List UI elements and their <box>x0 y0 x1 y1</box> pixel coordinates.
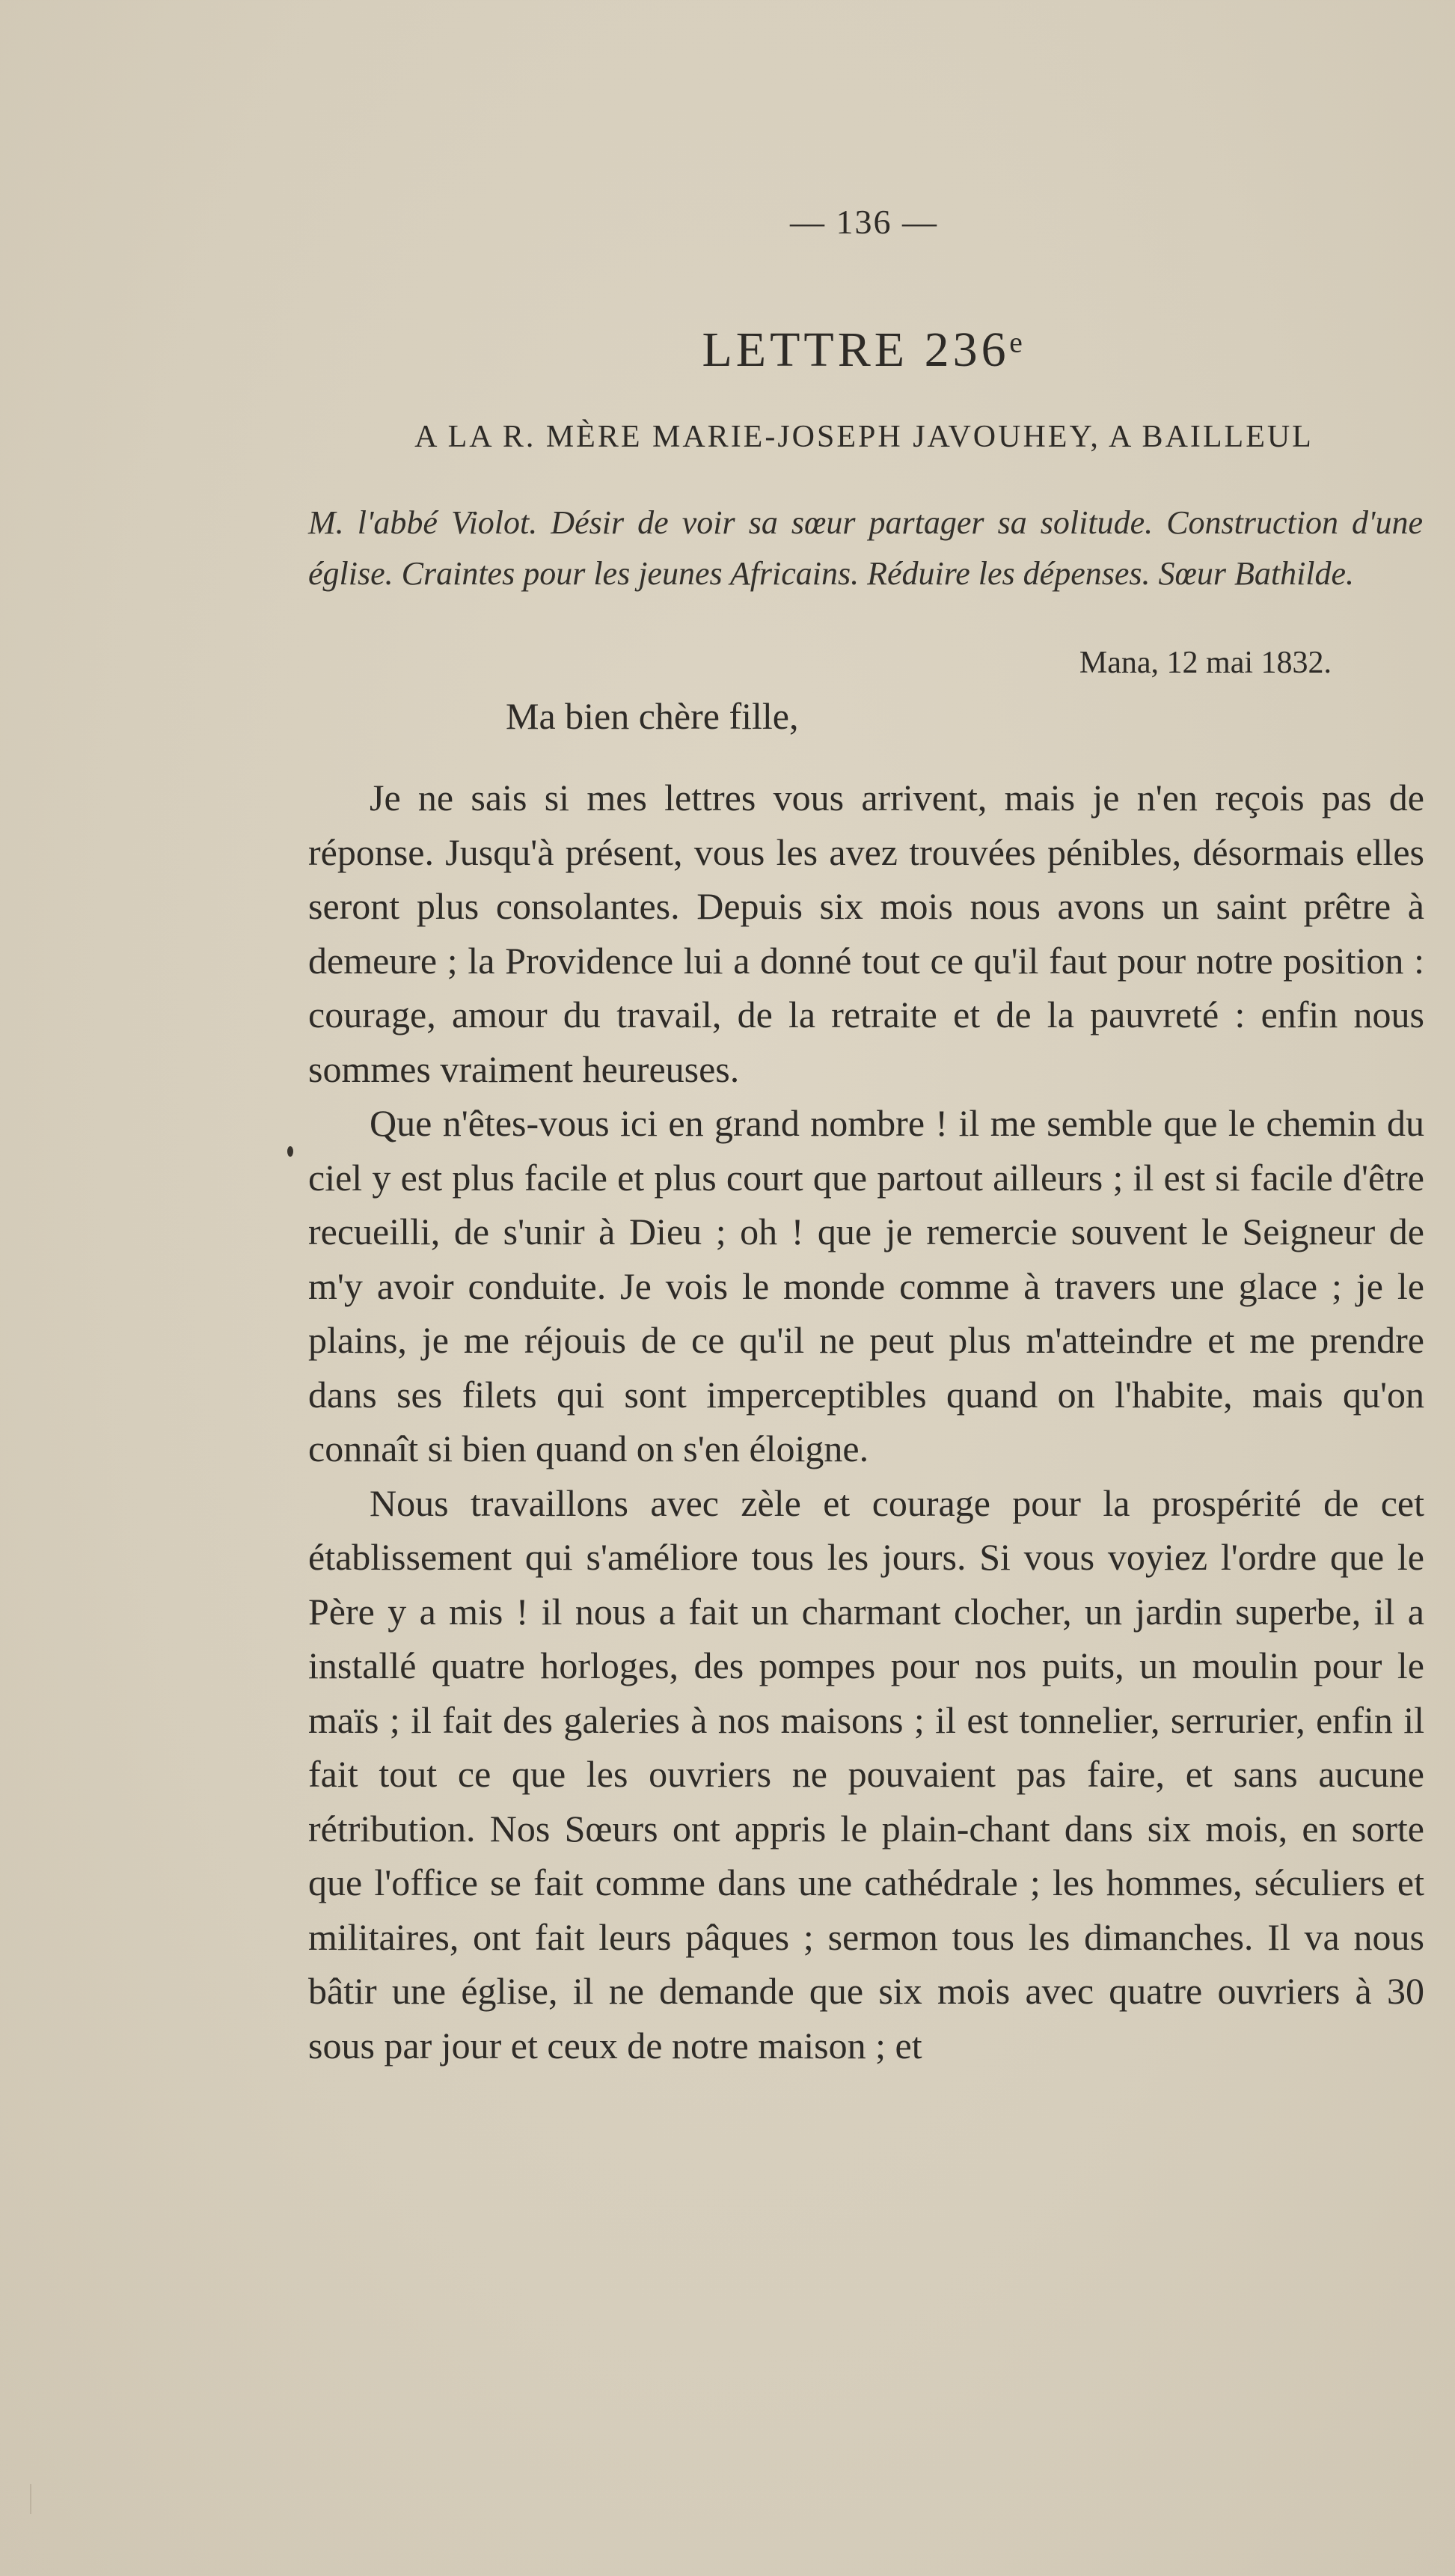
letter-summary: M. l'abbé Violot. Désir de voir sa sœur partager sa solitude. Construction d'une église. Craintes pour les jeunes Africains. Réduire les dépenses. Sœur Bathilde. <box>308 504 1423 592</box>
ink-spot <box>287 1146 293 1157</box>
paragraph: Nous travaillons avec zèle et courage pour la prospérité de cet établissement qui s'améliore tous les jours. Si vous voyiez l'ordre que le Père y a mis ! il nous a fait un charmant clocher, un jardin superbe, il a installé quatre horloges, des pompes pour nos puits, un moulin pour le maïs ; il fait des galeries à nos maisons ; il est tonnelier, serrurier, enfin il fait tout ce que les ouvriers ne pouvaient pas faire, et sans aucune rétribution. Nos Sœurs ont appris le plain-chant dans six mois, en sorte que l'office se fait comme dans une cathédrale ; les hommes, séculiers et militaires, ont fait leurs pâques ; sermon tous les dimanches. Il va nous bâtir une église, il ne demande que six mois avec quatre ouvriers à 30 sous par jour et ceux de notre maison ; et <box>308 1481 1424 2066</box>
paragraph: Que n'êtes-vous ici en grand nombre ! il me semble que le chemin du ciel y est plus facile et plus court que partout ailleurs ; il est si facile d'être recueilli, de s'unir à Dieu ; oh ! que je remercie souvent le Seigneur de m'y avoir conduite. Je vois le monde comme à travers une glace ; je le plains, je me réjouis de ce qu'il ne peut plus m'atteindre et me prendre dans ses filets qui sont imperceptibles quand on l'habite, mais qu'on connaît si bien quand on s'en éloigne. <box>308 1102 1424 1469</box>
addressee-heading: A LA R. MÈRE MARIE-JOSEPH JAVOUHEY, A BAILLEUL <box>414 420 1314 454</box>
paragraph: Je ne sais si mes lettres vous arrivent, mais je n'en reçois pas de réponse. Jusqu'à présent, vous les avez trouvées pénibles, désormais elles seront plus consolantes. Depuis six mois nous avons un saint prêtre à demeure ; la Providence lui a donné tout ce qu'il faut pour notre position : courage, amour du travail, de la retraite et de la pauvreté : enfin nous sommes vraiment heureuses. <box>308 777 1424 1090</box>
letter-title: LETTRE 236ᵉ <box>702 322 1026 377</box>
letter-body <box>308 771 1424 2072</box>
dateline: Mana, 12 mai 1832. <box>1079 646 1332 680</box>
salutation: Ma bien chère fille, <box>506 695 799 737</box>
page-number: — 136 — <box>790 203 938 241</box>
paper-speck <box>30 2484 31 2514</box>
